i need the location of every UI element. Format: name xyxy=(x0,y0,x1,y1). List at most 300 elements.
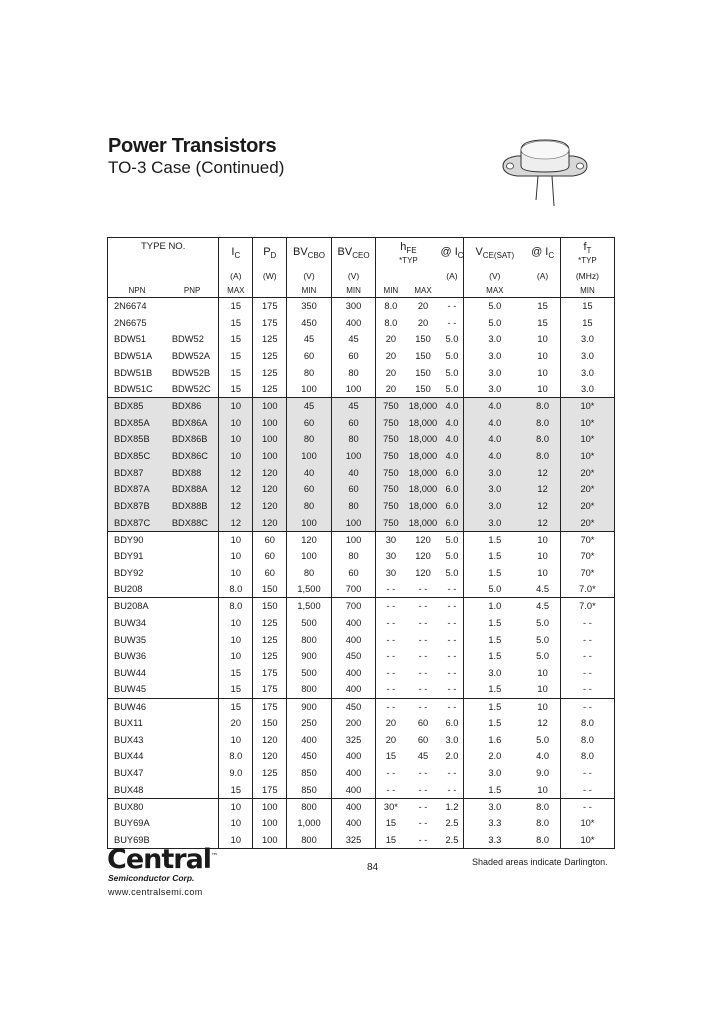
table-cell: 4.5 xyxy=(536,584,550,595)
table-cell: 20 xyxy=(376,364,406,381)
table-cell: - - xyxy=(376,598,406,615)
table-cell: 100 xyxy=(287,548,332,565)
table-cell: - - xyxy=(447,768,457,779)
table-cell: 5.0 xyxy=(441,531,464,548)
table-cell: 12 xyxy=(525,498,560,515)
table-cell: - - xyxy=(447,651,457,662)
table-cell: 750 xyxy=(376,398,406,415)
table-cell: 400 xyxy=(331,781,376,798)
table-cell: - - xyxy=(376,648,406,665)
table-cell: 10 xyxy=(219,615,253,632)
table-row xyxy=(108,464,615,481)
table-cell: 8.0 xyxy=(219,598,253,615)
table-cell: 60 xyxy=(417,718,429,729)
table-row xyxy=(108,748,615,765)
table-cell: BDW52 xyxy=(171,334,204,345)
table-cell xyxy=(166,681,219,698)
table-cell: - - xyxy=(376,615,406,632)
table-cell: 1.5 xyxy=(464,548,526,565)
table-cell: 30 xyxy=(376,531,406,548)
table-cell: 3.0 xyxy=(464,665,526,682)
table-cell: - - xyxy=(376,581,406,598)
to3-package-image xyxy=(495,136,595,208)
table-cell: 1.5 xyxy=(464,565,526,582)
table-cell: - - xyxy=(441,598,464,615)
table-row xyxy=(108,781,615,798)
table-cell: 3.0 xyxy=(464,381,526,398)
table-cell: - - xyxy=(447,684,457,695)
table-cell: BDX87 xyxy=(108,464,166,481)
table-cell: 18,000 xyxy=(405,498,440,515)
table-cell: 100 xyxy=(287,381,332,398)
table-cell: - - xyxy=(560,698,614,715)
table-cell: - - xyxy=(376,698,406,715)
table-cell: - - xyxy=(447,317,457,328)
table-cell: 15 xyxy=(376,748,406,765)
table-cell: 3.0 xyxy=(464,514,526,531)
table-cell: 80 xyxy=(287,431,332,448)
table-cell: - - xyxy=(418,834,428,845)
table-cell: 120 xyxy=(253,464,287,481)
table-cell: - - xyxy=(447,634,457,645)
table-cell: 1.5 xyxy=(464,648,526,665)
table-cell: 175 xyxy=(253,298,287,315)
table-cell: BDW52A xyxy=(171,350,211,361)
table-cell: BUX11 xyxy=(114,718,143,729)
table-cell: 12 xyxy=(219,514,253,531)
table-cell: 750 xyxy=(376,431,406,448)
table-cell: - - xyxy=(418,634,428,645)
table-cell: 9.0 xyxy=(536,768,550,779)
table-cell: 30* xyxy=(376,798,406,815)
table-cell: 15 xyxy=(560,298,614,315)
table-cell: 80 xyxy=(331,431,376,448)
table-cell: - - xyxy=(376,665,406,682)
table-cell xyxy=(166,798,219,815)
table-cell: 10 xyxy=(219,531,253,548)
header-pd: $P_D$ xyxy=(253,238,287,270)
page-subtitle: TO-3 Case (Continued) xyxy=(108,158,285,177)
table-cell: 750 xyxy=(376,448,406,465)
table-cell: - - xyxy=(405,798,440,815)
table-cell: 45 xyxy=(287,331,332,348)
table-cell: 10 xyxy=(537,667,548,678)
table-cell: 3.0 xyxy=(560,364,614,381)
table-cell: BUX47 xyxy=(114,768,144,779)
table-cell: - - xyxy=(560,648,614,665)
table-cell: 6.0 xyxy=(441,514,464,531)
table-cell: 60 xyxy=(287,481,332,498)
table-cell: 800 xyxy=(287,832,332,849)
table-cell: 4.0 xyxy=(464,431,526,448)
table-cell xyxy=(166,781,219,798)
table-cell: 120 xyxy=(415,551,431,562)
table-cell: 15 xyxy=(537,301,548,312)
table-cell: 4.0 xyxy=(441,448,464,465)
table-cell: 150 xyxy=(415,384,431,395)
table-cell: 5.0 xyxy=(464,298,526,315)
table-cell: 5.0 xyxy=(445,551,459,562)
page-title: Power Transistors xyxy=(108,135,277,157)
table-cell: 450 xyxy=(287,748,332,765)
table-row xyxy=(108,798,615,815)
table-row xyxy=(108,398,615,415)
header-bvcbo: $BV_{CBO}$ xyxy=(287,238,332,270)
table-row xyxy=(108,548,615,565)
table-cell: BUY69B xyxy=(114,834,150,845)
table-cell: 150 xyxy=(415,367,431,378)
table-cell: 400 xyxy=(331,748,376,765)
table-cell: 80 xyxy=(287,364,332,381)
table-cell: BDX87B xyxy=(108,498,166,515)
table-cell: 8.0 xyxy=(560,715,614,732)
table-cell: 15 xyxy=(219,698,253,715)
table-cell: BDX85 xyxy=(108,398,166,415)
table-cell: 120 xyxy=(415,567,431,578)
table-cell: 10 xyxy=(537,684,548,695)
table-cell: 6.0 xyxy=(441,464,464,481)
table-cell: BDX86 xyxy=(166,398,219,415)
table-cell: 3.0 xyxy=(464,481,526,498)
table-cell: 4.0 xyxy=(464,448,526,465)
table-cell: 8.0 xyxy=(376,314,406,331)
website-link[interactable]: www.centralsemi.com xyxy=(108,887,203,897)
table-row xyxy=(108,381,615,398)
table-cell: 12 xyxy=(219,464,253,481)
table-cell: 80 xyxy=(331,364,376,381)
table-cell: - - xyxy=(405,698,440,715)
table-cell: 10 xyxy=(219,798,253,815)
table-cell: BDW51C xyxy=(114,384,153,395)
table-cell: 10* xyxy=(560,815,614,832)
table-cell: 8.0 xyxy=(525,798,560,815)
table-row xyxy=(108,698,615,715)
table-cell: BDW51 xyxy=(114,334,147,345)
table-cell: 125 xyxy=(253,615,287,632)
table-cell: 2.0 xyxy=(445,751,459,762)
table-cell: - - xyxy=(376,781,406,798)
table-row xyxy=(108,731,615,748)
table-cell: BDY91 xyxy=(114,551,144,562)
table-cell: 80 xyxy=(287,498,332,515)
table-row xyxy=(108,615,615,632)
table-cell: - - xyxy=(560,665,614,682)
table-cell xyxy=(166,298,219,315)
table-cell: BUX80 xyxy=(108,798,166,815)
table-cell: 750 xyxy=(376,464,406,481)
table-cell: 5.0 xyxy=(445,384,459,395)
table-cell: 100 xyxy=(253,798,287,815)
limit-ic: MAX xyxy=(219,283,253,298)
table-cell: 15 xyxy=(376,832,406,849)
table-cell: 1.5 xyxy=(464,631,526,648)
header-at-ic-2: @ $I_C$ xyxy=(531,246,555,261)
table-cell: 800 xyxy=(287,798,332,815)
unit-ft: (MHz) xyxy=(560,269,614,283)
table-row xyxy=(108,631,615,648)
table-cell: 18,000 xyxy=(405,514,440,531)
table-cell: 10* xyxy=(560,414,614,431)
table-cell: 400 xyxy=(331,314,376,331)
table-cell: 3.0 xyxy=(464,364,526,381)
table-cell: 4.0 xyxy=(441,414,464,431)
table-cell: BUW46 xyxy=(108,698,166,715)
table-cell: 150 xyxy=(253,598,287,615)
table-cell: 60 xyxy=(331,348,376,365)
table-cell: 125 xyxy=(253,348,287,365)
table-cell: BDX88B xyxy=(166,498,219,515)
table-cell: 3.0 xyxy=(464,498,526,515)
table-cell: 8.0 xyxy=(219,748,253,765)
table-cell: - - xyxy=(418,818,428,829)
table-cell: 900 xyxy=(287,698,332,715)
table-cell: 20* xyxy=(560,498,614,515)
table-cell: 100 xyxy=(287,514,332,531)
table-cell xyxy=(166,314,219,331)
table-cell: 500 xyxy=(287,665,332,682)
table-cell: BDX88 xyxy=(166,464,219,481)
table-cell: BU208 xyxy=(114,584,143,595)
table-cell: 20 xyxy=(376,348,406,365)
table-cell: - - xyxy=(560,765,614,782)
table-cell: 800 xyxy=(287,631,332,648)
table-cell: 125 xyxy=(253,331,287,348)
table-cell: 10* xyxy=(560,832,614,849)
table-cell xyxy=(166,548,219,565)
table-cell: 20 xyxy=(376,715,406,732)
table-cell: 400 xyxy=(331,631,376,648)
unit-at-ic-1: (A) xyxy=(446,271,458,281)
table-cell: 325 xyxy=(331,832,376,849)
table-cell: 10 xyxy=(219,548,253,565)
table-cell: 15 xyxy=(219,381,253,398)
table-cell: 400 xyxy=(331,765,376,782)
table-cell: 3.0 xyxy=(464,798,526,815)
table-cell: 10 xyxy=(219,815,253,832)
table-cell: 125 xyxy=(253,631,287,648)
table-cell: 1.5 xyxy=(464,681,526,698)
table-cell: 1.2 xyxy=(441,798,464,815)
table-cell: 10 xyxy=(219,565,253,582)
table-cell: 2N6674 xyxy=(114,301,147,312)
table-cell: 20 xyxy=(376,731,406,748)
table-cell: BUX48 xyxy=(114,784,144,795)
table-cell: 5.0 xyxy=(536,734,550,745)
table-row xyxy=(108,514,615,531)
table-cell: 1,500 xyxy=(287,598,332,615)
table-cell: - - xyxy=(447,667,457,678)
table-cell: 1,500 xyxy=(287,581,332,598)
table-cell: 400 xyxy=(287,731,332,748)
table-cell: 10 xyxy=(219,648,253,665)
table-cell xyxy=(166,531,219,548)
table-cell: BDX87C xyxy=(108,514,166,531)
table-cell: 800 xyxy=(287,681,332,698)
table-cell: BUW44 xyxy=(114,667,147,678)
table-cell: 175 xyxy=(253,665,287,682)
table-cell: 8.0 xyxy=(525,431,560,448)
header-type-no: TYPE NO. xyxy=(141,241,186,252)
table-cell: BUY69A xyxy=(114,818,150,829)
table-cell: BDX85A xyxy=(108,414,166,431)
table-cell: 120 xyxy=(253,498,287,515)
table-cell: - - xyxy=(560,781,614,798)
table-cell: 12 xyxy=(219,498,253,515)
table-cell: 3.0 xyxy=(464,348,526,365)
table-cell: 6.0 xyxy=(445,718,459,729)
table-cell: 20 xyxy=(417,317,429,328)
table-cell: 150 xyxy=(253,581,287,598)
table-cell: BDW52C xyxy=(171,384,211,395)
table-cell: 125 xyxy=(253,381,287,398)
limit-at-ic-2 xyxy=(525,283,560,298)
table-cell: 3.3 xyxy=(464,832,526,849)
limit-pd xyxy=(253,283,287,298)
table-cell: 1.6 xyxy=(464,731,526,748)
table-row xyxy=(108,681,615,698)
table-cell: 2.0 xyxy=(464,748,526,765)
table-cell: 10 xyxy=(525,531,560,548)
table-cell: BU208A xyxy=(108,598,166,615)
table-cell: - - xyxy=(418,784,428,795)
table-cell: 5.0 xyxy=(445,567,459,578)
limit-ft: MIN xyxy=(560,283,614,298)
unit-vcesat: (V) xyxy=(464,269,526,283)
table-cell: 18,000 xyxy=(405,414,440,431)
table-row xyxy=(108,498,615,515)
table-cell xyxy=(166,615,219,632)
table-cell: 10 xyxy=(537,784,548,795)
table-cell: 750 xyxy=(376,414,406,431)
table-row xyxy=(108,765,615,782)
table-row xyxy=(108,298,615,315)
table-row xyxy=(108,715,615,732)
table-cell: 8.0 xyxy=(560,731,614,748)
table-cell: 45 xyxy=(331,331,376,348)
table-cell: 60 xyxy=(331,414,376,431)
table-cell: 3.0 xyxy=(464,464,526,481)
table-cell: BDX85B xyxy=(108,431,166,448)
limit-hfe-min: MIN xyxy=(376,283,406,298)
table-cell: 200 xyxy=(331,715,376,732)
table-cell: 80 xyxy=(287,565,332,582)
table-cell: BDX85C xyxy=(108,448,166,465)
table-cell: 8.0 xyxy=(536,818,550,829)
table-cell: - - xyxy=(447,584,457,595)
table-cell: 100 xyxy=(253,832,287,849)
table-cell: 12 xyxy=(525,514,560,531)
table-cell: 175 xyxy=(253,698,287,715)
table-cell: 15 xyxy=(560,314,614,331)
table-cell: BDY90 xyxy=(108,531,166,548)
table-cell: BUX43 xyxy=(114,734,144,745)
table-cell: 100 xyxy=(331,514,376,531)
table-cell: 15 xyxy=(219,681,253,698)
table-cell: 10 xyxy=(219,731,253,748)
table-cell: 8.0 xyxy=(219,581,253,598)
table-cell: 10 xyxy=(537,367,548,378)
table-cell: 8.0 xyxy=(525,414,560,431)
table-cell: 350 xyxy=(287,298,332,315)
table-cell: 5.0 xyxy=(464,314,526,331)
table-cell: - - xyxy=(376,765,406,782)
table-row xyxy=(108,431,615,448)
table-cell: 80 xyxy=(331,548,376,565)
table-cell xyxy=(166,748,219,765)
table-cell: 100 xyxy=(253,414,287,431)
central-logo: Central™ xyxy=(107,844,219,875)
limit-bvceo: MIN xyxy=(331,283,376,298)
table-cell: BDY92 xyxy=(114,567,144,578)
header-ft: $f_T$ *TYP xyxy=(560,238,614,270)
table-cell: 125 xyxy=(253,648,287,665)
table-cell: - - xyxy=(560,681,614,698)
table-cell: 18,000 xyxy=(405,464,440,481)
table-cell: 4.0 xyxy=(464,414,526,431)
table-cell: 100 xyxy=(253,398,287,415)
table-cell xyxy=(166,765,219,782)
table-cell: - - xyxy=(376,631,406,648)
table-cell xyxy=(166,731,219,748)
table-cell: 70* xyxy=(560,548,614,565)
table-row xyxy=(108,364,615,381)
table-cell: 10 xyxy=(219,431,253,448)
table-cell: 60 xyxy=(331,565,376,582)
table-cell: 20* xyxy=(560,464,614,481)
table-row xyxy=(108,348,615,365)
table-cell: - - xyxy=(447,617,457,628)
table-row xyxy=(108,565,615,582)
table-cell: 400 xyxy=(331,665,376,682)
table-cell: 12 xyxy=(525,464,560,481)
table-cell: 5.0 xyxy=(536,651,550,662)
table-cell: 9.0 xyxy=(219,765,253,782)
table-cell: 15 xyxy=(219,348,253,365)
table-cell: - - xyxy=(418,617,428,628)
table-cell: 10* xyxy=(560,398,614,415)
table-cell: BDX86A xyxy=(166,414,219,431)
table-cell: 100 xyxy=(253,815,287,832)
table-cell: 18,000 xyxy=(405,431,440,448)
table-cell: - - xyxy=(560,631,614,648)
table-cell: 5.0 xyxy=(536,617,550,628)
table-cell: 8.0 xyxy=(525,398,560,415)
table-cell: - - xyxy=(376,681,406,698)
table-cell: 15 xyxy=(219,364,253,381)
table-cell: 45 xyxy=(287,398,332,415)
table-cell: 150 xyxy=(415,334,431,345)
table-cell: 12 xyxy=(537,718,548,729)
table-cell: 750 xyxy=(376,481,406,498)
table-cell: BDX86B xyxy=(166,431,219,448)
table-cell: 750 xyxy=(376,514,406,531)
table-cell xyxy=(166,598,219,615)
table-cell: 5.0 xyxy=(445,334,459,345)
table-cell: 700 xyxy=(331,598,376,615)
table-cell: 1.0 xyxy=(464,598,526,615)
table-row xyxy=(108,815,615,832)
transistor-spec-table xyxy=(107,237,615,849)
table-cell xyxy=(166,565,219,582)
table-cell: 100 xyxy=(253,431,287,448)
table-cell: 20 xyxy=(376,381,406,398)
unit-at-ic-2: (A) xyxy=(536,271,549,281)
header-ic: $I_C$ xyxy=(219,238,253,270)
header-vcesat: $V_{CE(SAT)}$ xyxy=(464,238,526,270)
table-cell: BUW35 xyxy=(114,634,147,645)
table-cell: 45 xyxy=(417,751,429,762)
table-cell: 1.5 xyxy=(464,781,526,798)
